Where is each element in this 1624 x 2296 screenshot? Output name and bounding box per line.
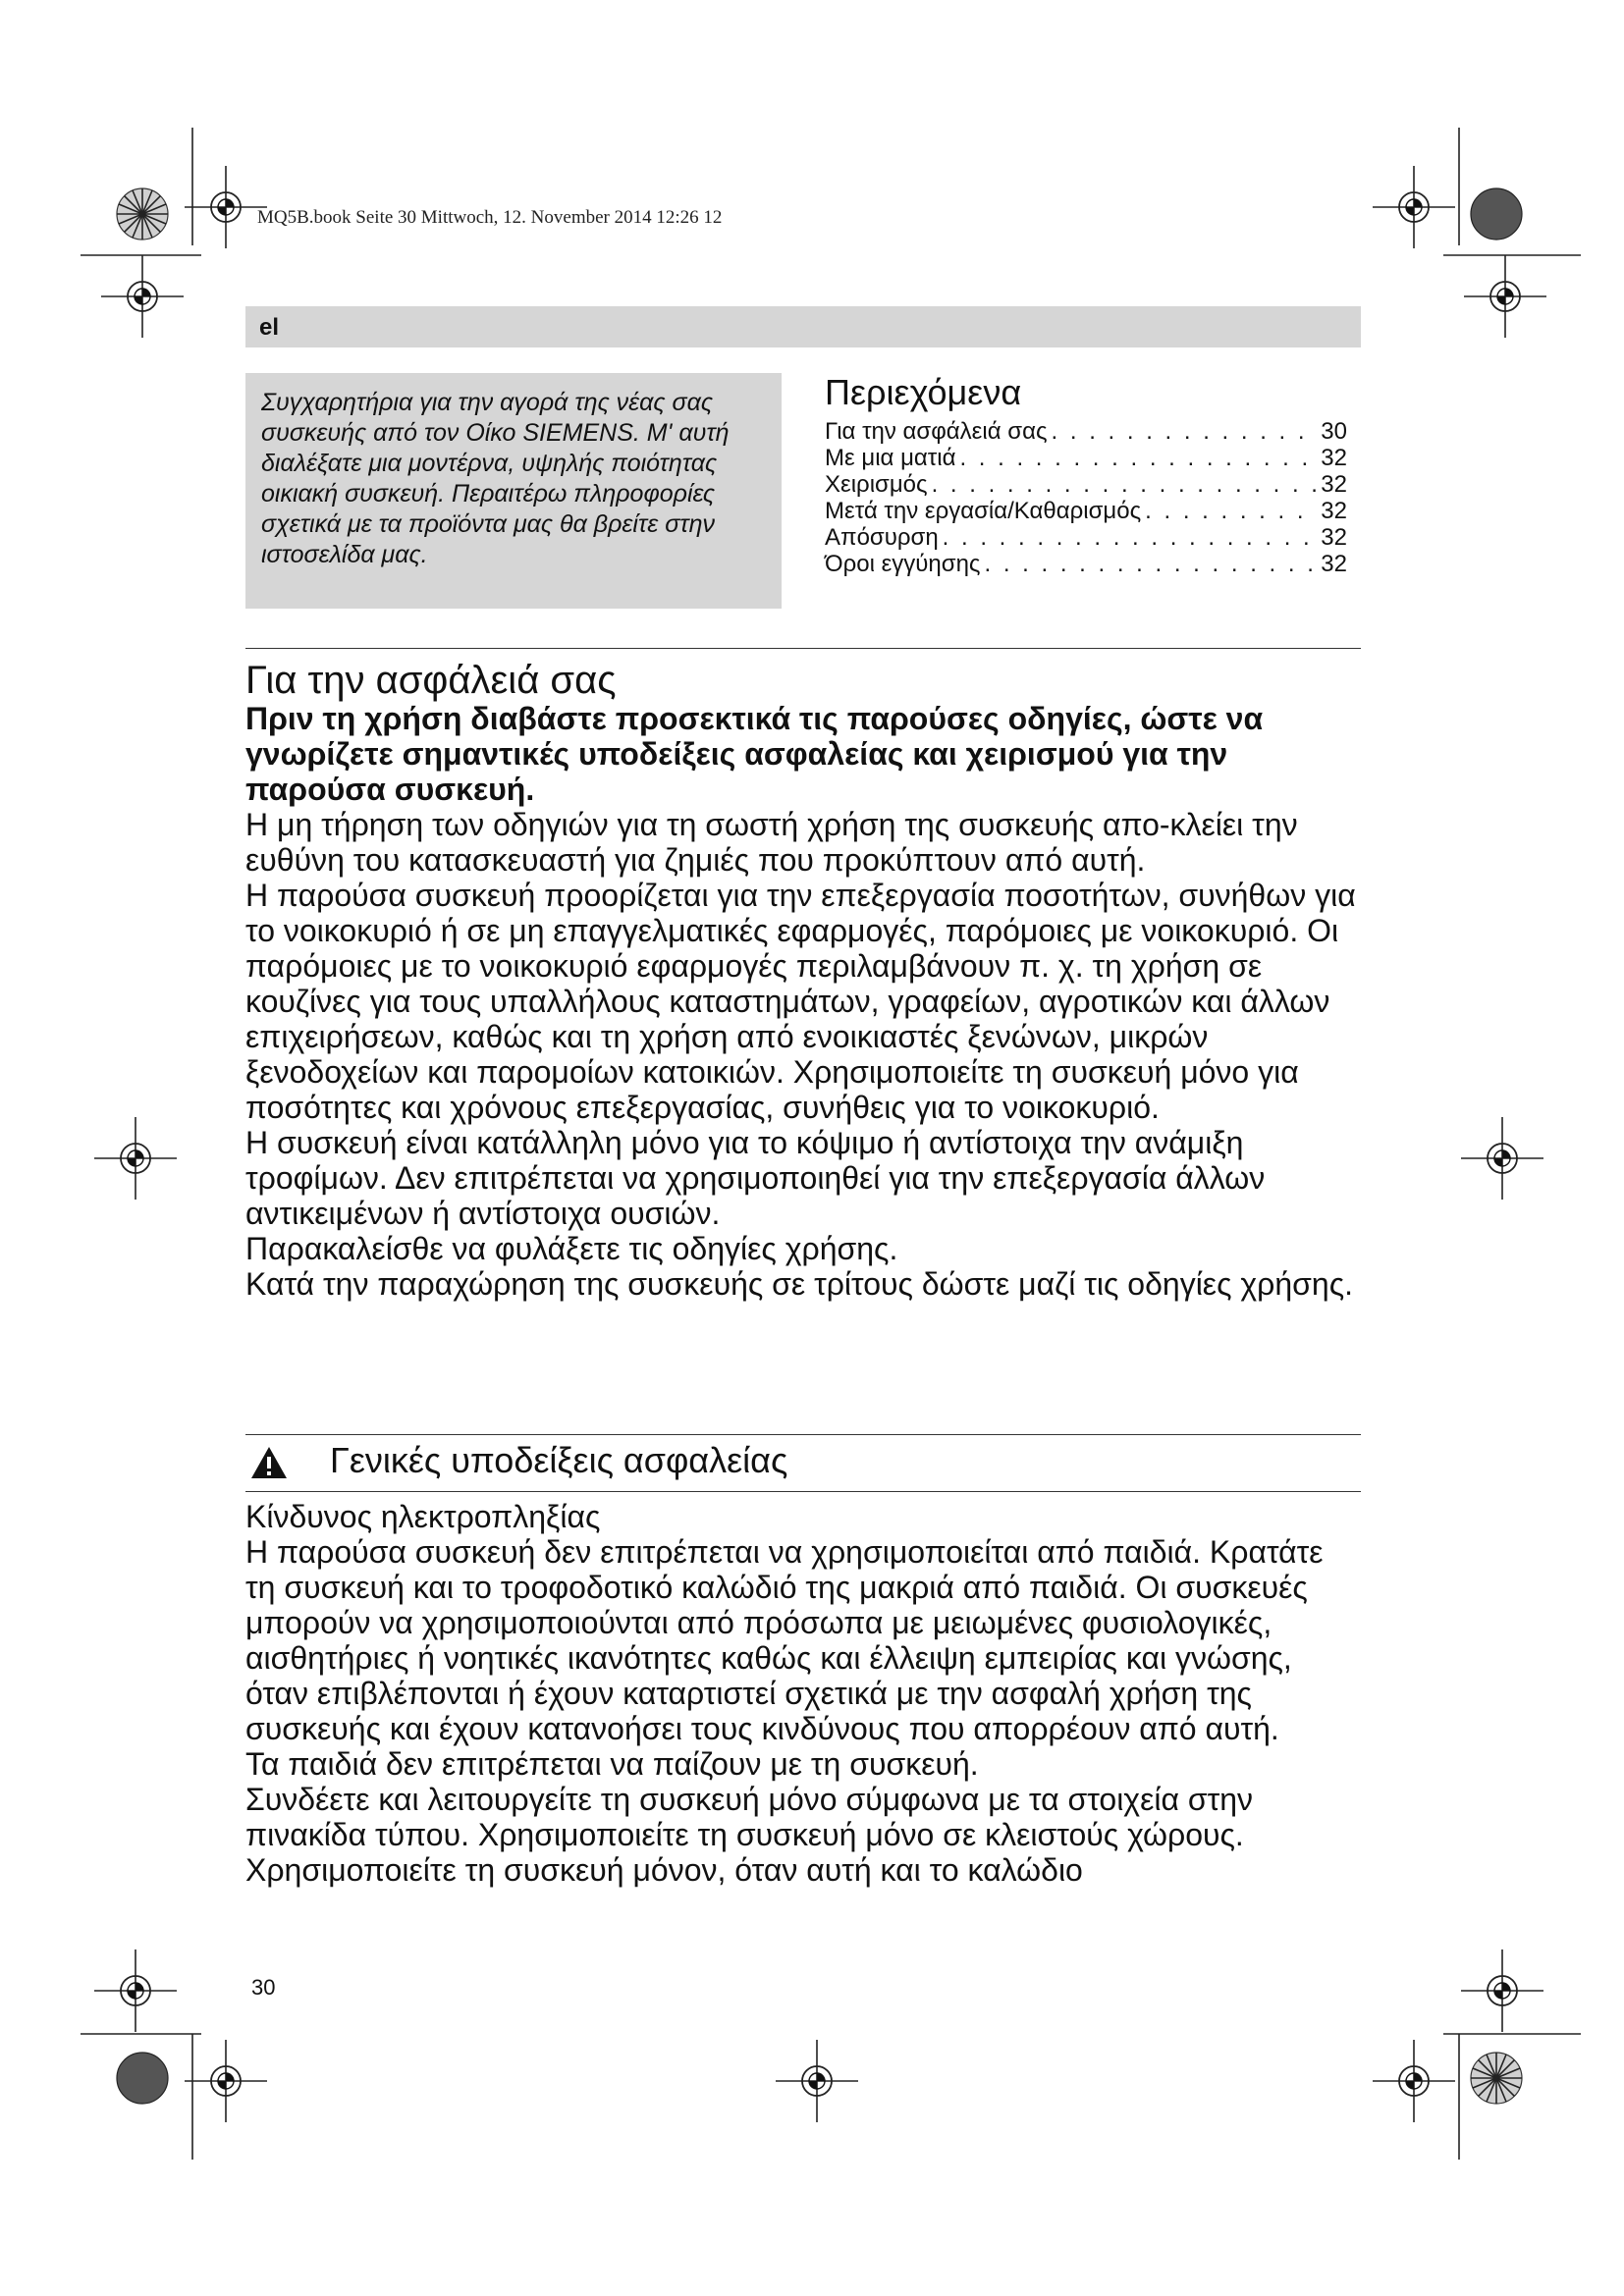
leader-dots xyxy=(1145,498,1317,524)
contents-item-label: Μετά την εργασία/Καθαρισμός xyxy=(825,498,1142,524)
safety-paragraph: Κατά την παραχώρηση της συσκευής σε τρίτους δώστε μαζί τις οδηγίες χρήσης. xyxy=(245,1266,1354,1302)
intro-text: Συγχαρητήρια για την αγορά της νέας σας συσκευής από τον Οίκο SIEMENS. Μ' αυτή διαλέξατε μια μοντέρνα, υψηλής ποιότητας οικιακή συσκευή. Περαιτέρω πληροφορίες σχετικά με τα προϊόντα μας θα βρείτε στην ιστοσελίδα μας. xyxy=(261,389,730,568)
contents-list xyxy=(825,418,1361,577)
language-code: el xyxy=(259,314,280,341)
leader-dots xyxy=(932,471,1318,498)
contents-item[interactable] xyxy=(825,471,1361,498)
contents-item[interactable] xyxy=(825,445,1361,471)
contents-item-label: Απόσυρση xyxy=(825,524,939,551)
general-paragraph: Τα παιδιά δεν επιτρέπεται να παίζουν με τη συσκευή. xyxy=(245,1746,979,1782)
general-safety-title: Γενικές υποδείξεις ασφαλείας xyxy=(330,1440,788,1480)
language-bar xyxy=(245,306,1361,347)
contents-title: Περιεχόμενα xyxy=(825,372,1022,412)
leader-dots xyxy=(943,524,1318,551)
page-number: 30 xyxy=(251,1975,276,2000)
contents-item[interactable] xyxy=(825,524,1361,551)
contents-item-page: 30 xyxy=(1321,418,1347,445)
contents-item[interactable] xyxy=(825,418,1361,445)
electric-shock-subtitle: Κίνδυνος ηλεκτροπληξίας xyxy=(245,1499,601,1534)
leader-dots xyxy=(1052,418,1318,445)
safety-paragraph: Η παρούσα συσκευή προορίζεται για την επεξεργασία ποσοτήτων, συνήθων για το νοικοκυριό ή σε μη επαγγελματικές εφαρμογές, παρόμοιες με νοικοκυριό. Οι παρόμοιες με το νοικοκυριό εφαρμογές περιλαμβάνουν π. χ. τη χρήση σε κουζίνες για τους υπαλλήλους καταστημάτων, γραφείων, αγροτικών και άλλων επιχειρήσεων, καθώς και τη χρήση από ενοικιαστές ξενώνων, μικρών ξενοδοχείων και παρομοίων κατοικιών. Χρησιμοποιείτε τη συσκευή μόνο για ποσότητες και χρόνους επεξεργασίας, συνήθεις για το νοικοκυριό. xyxy=(245,878,1356,1125)
leader-dots xyxy=(959,445,1317,471)
contents-item-label: Όροι εγγύησης xyxy=(825,551,981,577)
contents-item-page: 32 xyxy=(1321,445,1347,471)
contents-item-page: 32 xyxy=(1321,471,1347,498)
warning-triangle-icon xyxy=(249,1445,289,1480)
leader-dots xyxy=(984,551,1317,577)
contents-item-label: Χειρισμός xyxy=(825,471,928,498)
contents-item-page: 32 xyxy=(1321,551,1347,577)
contents-item[interactable] xyxy=(825,498,1361,524)
safety-paragraph: Η μη τήρηση των οδηγιών για τη σωστή χρήση της συσκευής απο-κλείει την ευθύνη του κατασκευαστή για ζημιές που προκύπτουν από αυτή. xyxy=(245,807,1298,878)
contents-item[interactable] xyxy=(825,551,1361,577)
general-safety-section xyxy=(245,1499,1361,1888)
contents-item-page: 32 xyxy=(1321,498,1347,524)
contents-item-label: Με μια ματιά xyxy=(825,445,956,471)
section-divider xyxy=(245,1434,1361,1435)
safety-paragraph: Η συσκευή είναι κατάλληλη μόνο για το κόψιμο ή αντίστοιχα την ανάμιξη τροφίμων. Δεν επιτρέπεται να χρησιμοποιηθεί για την επεξεργασία άλλων αντικειμένων ή αντίστοιχα ουσιών. xyxy=(245,1125,1266,1231)
safety-paragraph: Παρακαλείσθε να φυλάξετε τις οδηγίες χρήσης. xyxy=(245,1231,898,1266)
file-header: MQ5B.book Seite 30 Mittwoch, 12. November 2014 12:26 12 xyxy=(257,207,723,228)
safety-title: Για την ασφάλειά σας xyxy=(245,659,617,702)
table-of-contents xyxy=(825,373,1361,577)
safety-section xyxy=(245,660,1361,1302)
safety-lead: Πριν τη χρήση διαβάστε προσεκτικά τις παρούσες οδηγίες, ώστε να γνωρίζετε σημαντικές υποδείξεις ασφαλείας και χειρισμού για την παρούσα συσκευή. xyxy=(245,701,1264,807)
section-divider xyxy=(245,648,1361,649)
intro-box xyxy=(245,373,782,609)
general-safety-heading xyxy=(245,1439,1361,1484)
contents-item-page: 32 xyxy=(1321,524,1347,551)
general-paragraph: Η παρούσα συσκευή δεν επιτρέπεται να χρησιμοποιείται από παιδιά. Κρατάτε τη συσκευή και το τροφοδοτικό καλώδιό της μακριά από παιδιά. Οι συσκευές μπορούν να χρησιμοποιούνται από πρόσωπα με μειωμένες φυσιολογικές, αισθητήριες ή νοητικές ικανότητες καθώς και έλλειψη εμπειρίας και γνώσης, όταν επιβλέπονται ή έχουν καταρτιστεί σχετικά με την ασφαλή χρήση της συσκευής και έχουν κατανοήσει τους κινδύνους που απορρέουν από αυτή. xyxy=(245,1534,1324,1746)
general-paragraph: Συνδέετε και λειτουργείτε τη συσκευή μόνο σύμφωνα με τα στοιχεία στην πινακίδα τύπου. Χρησιμοποιείτε τη συσκευή μόνο σε κλειστούς χώρους. Χρησιμοποιείτε τη συσκευή μόνον, όταν αυτή και το καλώδιο xyxy=(245,1782,1254,1888)
contents-item-label: Για την ασφάλειά σας xyxy=(825,418,1048,445)
section-divider xyxy=(245,1491,1361,1492)
